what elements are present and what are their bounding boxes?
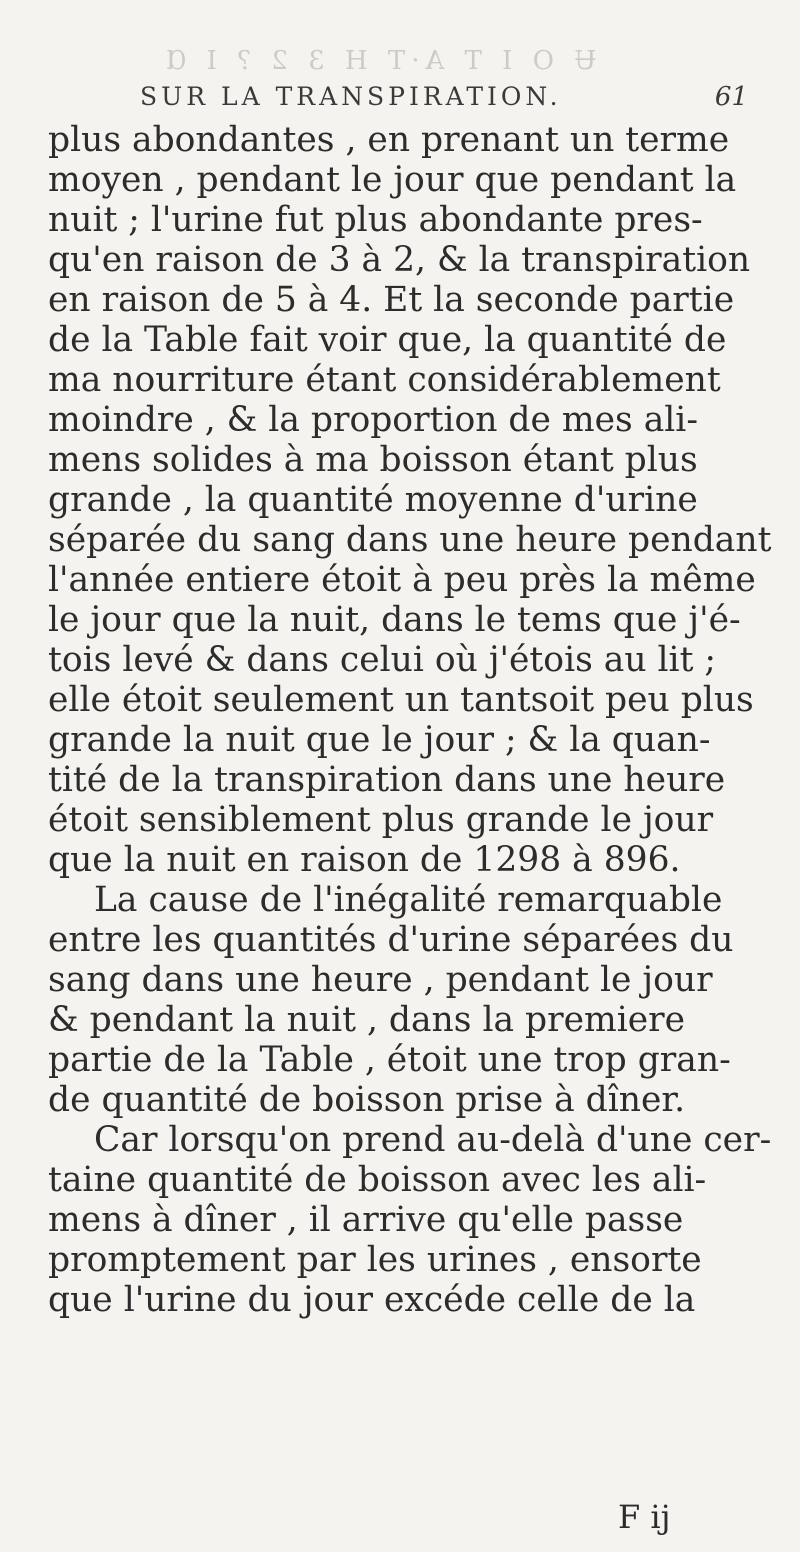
text-line: partie de la Table , étoit une trop gran- bbox=[48, 1040, 731, 1080]
text-line: séparée du sang dans une heure pendant bbox=[48, 520, 772, 560]
text-line: ma nourriture étant considérablement bbox=[48, 360, 721, 400]
text-line: mens à dîner , il arrive qu'elle passe bbox=[48, 1200, 684, 1240]
signature-mark: F ij bbox=[618, 1498, 671, 1536]
text-line: moyen , pendant le jour que pendant la bbox=[48, 160, 737, 200]
running-head bbox=[140, 82, 748, 118]
text-line: de la Table fait voir que, la quantité de bbox=[48, 320, 727, 360]
text-line: entre les quantités d'urine séparées du bbox=[48, 920, 734, 960]
text-line: nuit ; l'urine fut plus abondante pres- bbox=[48, 200, 703, 240]
text-line: promptement par les urines , ensorte bbox=[48, 1240, 702, 1280]
text-line: & pendant la nuit , dans la premiere bbox=[48, 1000, 686, 1040]
text-line: en raison de 5 à 4. Et la seconde partie bbox=[48, 280, 735, 320]
running-title: SUR LA TRANSPIRATION. bbox=[140, 82, 562, 111]
text-line: de quantité de boisson prise à dîner. bbox=[48, 1080, 686, 1120]
text-line: étoit sensiblement plus grande le jour bbox=[48, 800, 714, 840]
text-line: que l'urine du jour excéde celle de la bbox=[48, 1280, 696, 1320]
text-line: tois levé & dans celui où j'étois au lit ; bbox=[48, 640, 717, 680]
text-line: taine quantité de boisson avec les ali- bbox=[48, 1160, 707, 1200]
text-line: plus abondantes , en prenant un terme bbox=[48, 120, 730, 160]
text-line: que la nuit en raison de 1298 à 896. bbox=[48, 840, 681, 880]
text-line: l'année entiere étoit à peu près la même bbox=[48, 560, 756, 600]
text-line: elle étoit seulement un tantsoit peu plus bbox=[48, 680, 754, 720]
text-line: grande , la quantité moyenne d'urine bbox=[48, 480, 698, 520]
bleed-through-text: Ʉ O I T A·T H 3 2 ? I Ɑ bbox=[160, 46, 597, 76]
page-number: 61 bbox=[714, 82, 748, 112]
body-text bbox=[48, 120, 788, 1320]
text-line: qu'en raison de 3 à 2, & la transpiration bbox=[48, 240, 751, 280]
text-line: grande la nuit que le jour ; & la quan- bbox=[48, 720, 711, 760]
text-line: La cause de l'inégalité remarquable bbox=[94, 880, 723, 920]
text-line: tité de la transpiration dans une heure bbox=[48, 760, 726, 800]
text-line: mens solides à ma boisson étant plus bbox=[48, 440, 698, 480]
text-line: le jour que la nuit, dans le tems que j'é- bbox=[48, 600, 741, 640]
text-line: moindre , & la proportion de mes ali- bbox=[48, 400, 698, 440]
text-line: Car lorsqu'on prend au-delà d'une cer- bbox=[94, 1120, 772, 1160]
text-line: sang dans une heure , pendant le jour bbox=[48, 960, 713, 1000]
